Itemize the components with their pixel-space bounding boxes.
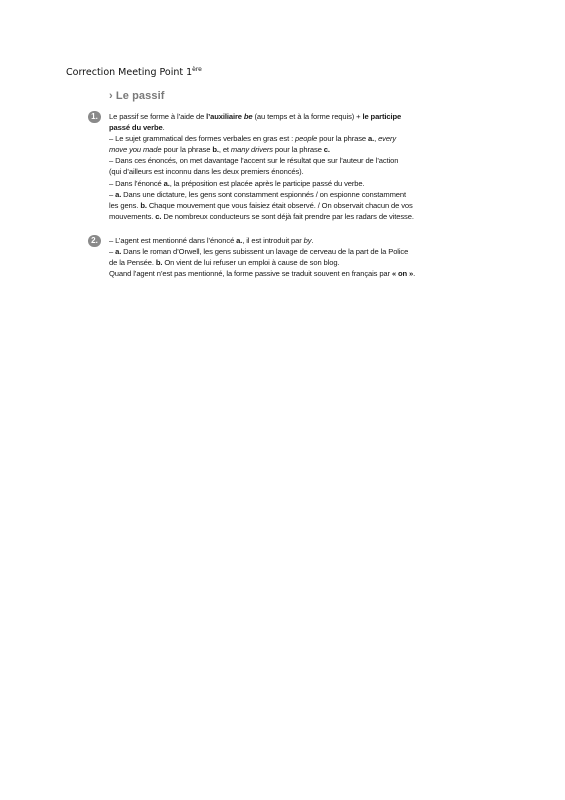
section-title: › Le passif [109, 90, 165, 102]
page-header-title: Correction Meeting Point 1 [66, 67, 193, 78]
text-line: mouvements. c. De nombreux conducteurs se sont déjà fait prendre par les radars de vitesse. [109, 211, 414, 221]
exercise-body [109, 111, 468, 222]
text-line: de la Pensée. b. On vient de lui refuser un emploi à cause de son blog. [109, 258, 340, 268]
exercise-body [109, 235, 468, 279]
text-line: – Dans ces énoncés, on met davantage l’accent sur le résultat que sur l’auteur de l’action [109, 156, 399, 166]
text-line: – a. Dans une dictature, les gens sont constamment espionnés / on espionne constamment [109, 189, 406, 199]
exercise-2 [88, 235, 468, 279]
text-line: (qui d’ailleurs est inconnu dans les deux premiers énoncés). [109, 167, 304, 177]
text-line: Le passif se forme à l’aide de l’auxiliaire be (au temps et à la forme requis) + le participe [109, 112, 402, 121]
text-line: move you made pour la phrase b., et many drivers pour la phrase c. [109, 145, 330, 155]
exercise-number-badge: 2. [88, 235, 101, 247]
page-header [66, 66, 202, 78]
text-line: – Le sujet grammatical des formes verbales en gras est : people pour la phrase a., every [109, 134, 397, 144]
text-line: – a. Dans le roman d’Orwell, les gens subissent un lavage de cerveau de la part de la Police [109, 247, 409, 257]
text-line: – L’agent est mentionné dans l’énoncé a., il est introduit par by. [109, 236, 314, 245]
text-line: – Dans l’énoncé a., la préposition est placée après le participe passé du verbe. [109, 178, 365, 188]
text-line: passé du verbe. [109, 123, 165, 133]
page-header-superscript: ère [192, 66, 202, 73]
exercise-1 [88, 111, 468, 222]
text-line: Quand l’agent n’est pas mentionné, la forme passive se traduit souvent en français par « on ». [109, 269, 416, 279]
exercise-number-badge: 1. [88, 111, 101, 123]
text-line: les gens. b. Chaque mouvement que vous faisiez était observé. / On observait chacun de vos [109, 200, 413, 210]
